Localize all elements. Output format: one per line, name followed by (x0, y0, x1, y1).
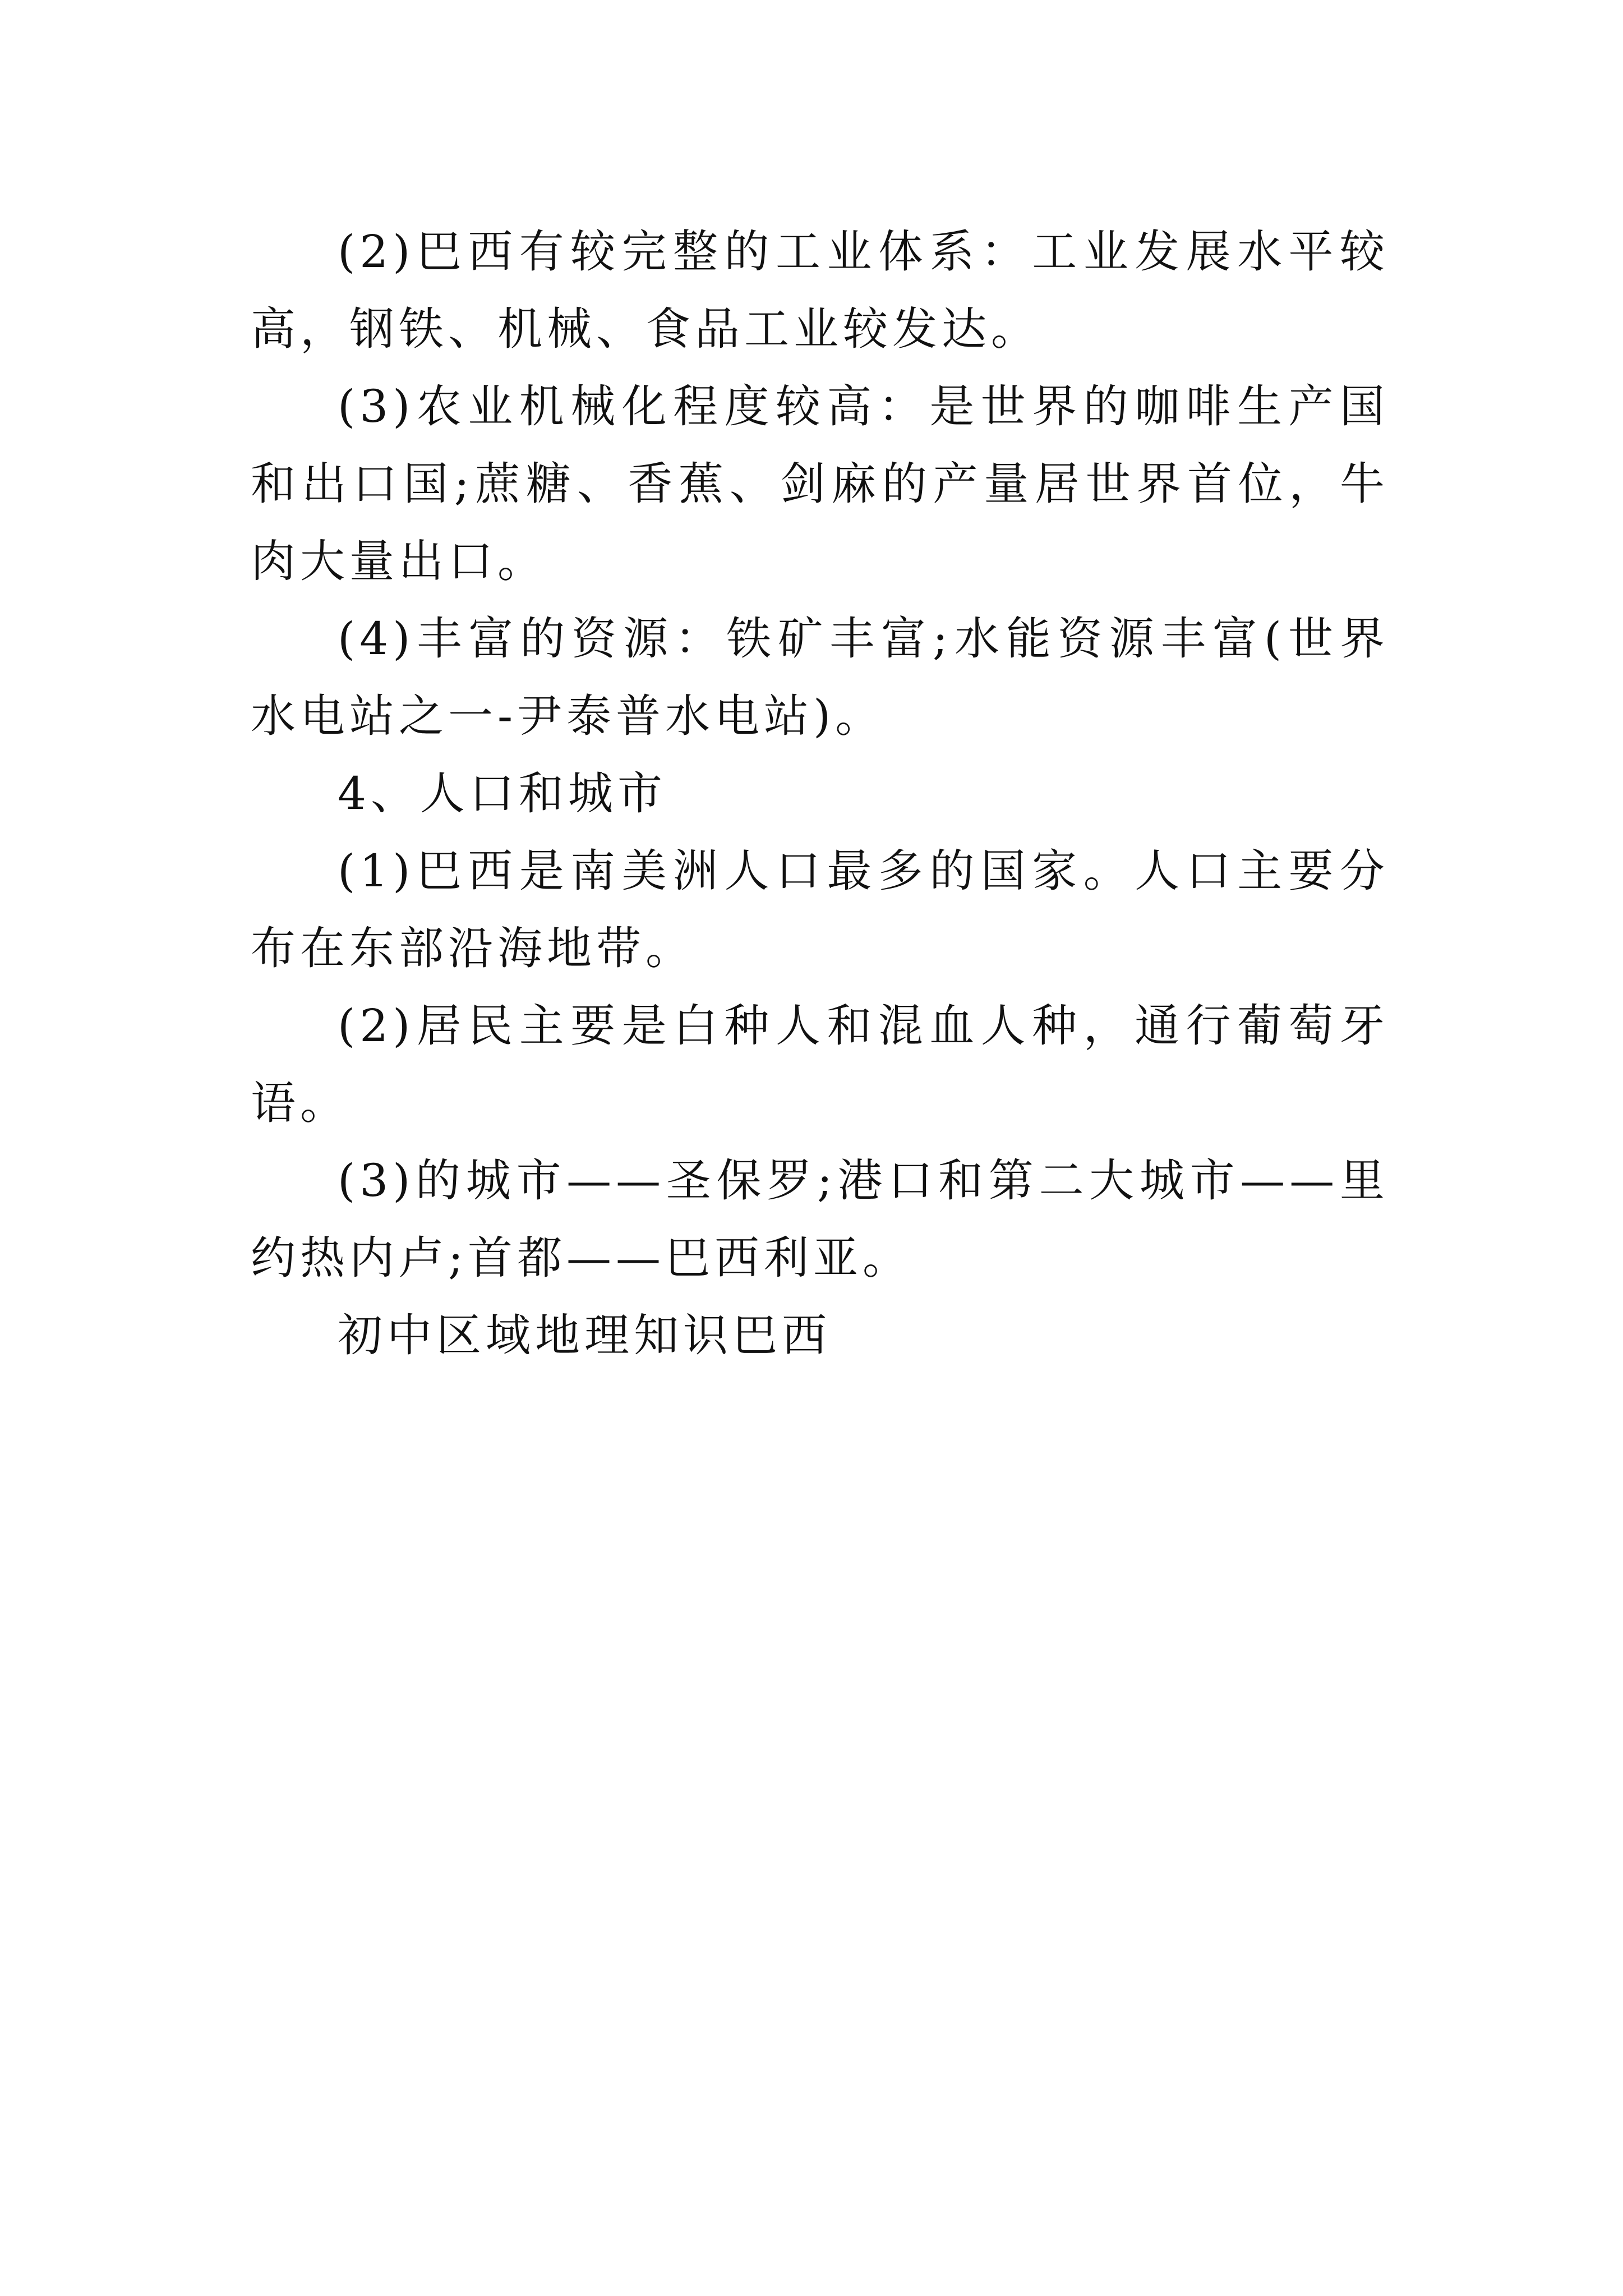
section-heading-population: 4、人口和城市 (338, 767, 667, 820)
document-body (251, 213, 1389, 1374)
paragraph-industry: (2)巴西有较完整的工业体系：工业发展水平较高，钢铁、机械、食品工业较发达。 (251, 226, 1389, 355)
paragraph-residents: (2)居民主要是白种人和混血人种，通行葡萄牙语。 (251, 1000, 1389, 1129)
document-footer-title: 初中区域地理知识巴西 (338, 1309, 831, 1361)
paragraph-agriculture: (3)农业机械化程度较高：是世界的咖啡生产国和出口国;蔗糖、香蕉、剑麻的产量居世界首位，牛肉大量出口。 (251, 380, 1389, 587)
paragraph-resources: (4)丰富的资源：铁矿丰富;水能资源丰富(世界水电站之一-尹泰普水电站)。 (251, 613, 1389, 742)
paragraph-population: (1)巴西是南美洲人口最多的国家。人口主要分布在东部沿海地带。 (251, 845, 1389, 974)
paragraph-cities: (3)的城市——圣保罗;港口和第二大城市——里约热内卢;首都——巴西利亚。 (251, 1154, 1389, 1284)
